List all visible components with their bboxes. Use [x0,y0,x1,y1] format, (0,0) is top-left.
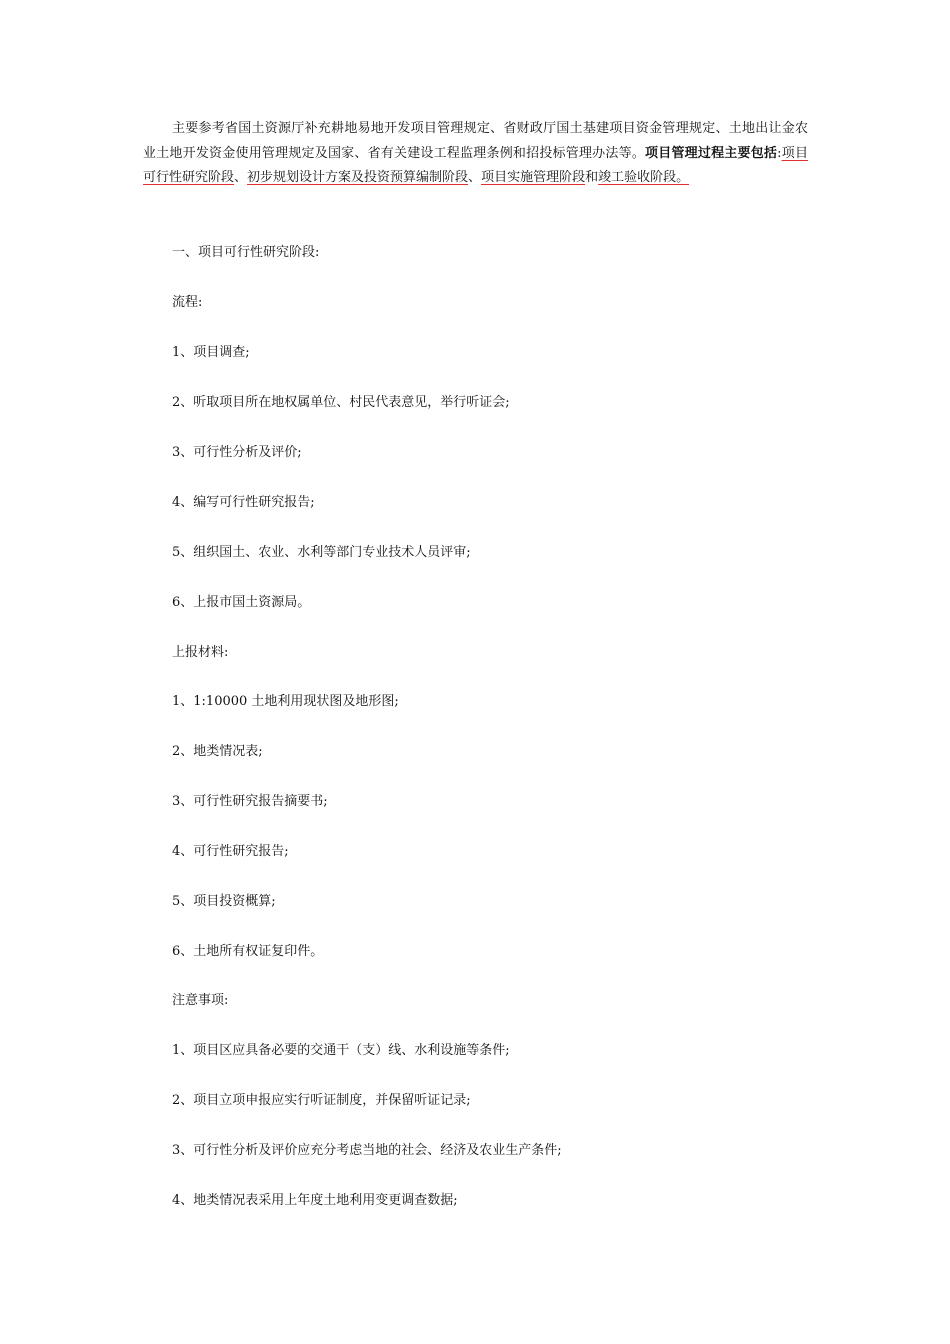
materials-item: 1、1:10000 土地利用现状图及地形图; [172,694,399,709]
materials-item: 6、土地所有权证复印件。 [172,944,324,959]
intro-bold-label: 项目管理过程主要包括 [645,145,778,161]
process-item: 1、项目调查; [172,345,250,360]
materials-item: 4、可行性研究报告; [172,844,289,859]
process-item: 3、可行性分析及评价; [172,445,302,460]
notes-item: 1、项目区应具备必要的交通干（支）线、水利设施等条件; [172,1043,510,1058]
stage-implementation: 项目实施管理阶段 [481,170,586,185]
notes-item: 3、可行性分析及评价应充分考虑当地的社会、经济及农业生产条件; [172,1143,562,1158]
section-heading: 一、项目可行性研究阶段: [172,245,320,260]
intro-lead: 主要参考省国土资源厅补充耕地易地开发项目管理规定、省财政厅国土基建项目资金管理规定、土地出让金农业土地开发资金使用管理规定及国家、省有关建设工程监理条例和招投标管理办法等。 [143,121,808,161]
materials-item: 5、项目投资概算; [172,894,276,909]
intro-conjunction: 和 [585,170,599,185]
notes-label: 注意事项: [172,993,229,1008]
intro-separator: 、 [234,170,248,185]
process-item: 2、听取项目所在地权属单位、村民代表意见，举行听证会; [172,395,510,410]
stage-feasibility: 项目可行性研究阶段 [143,145,808,185]
notes-item: 2、项目立项申报应实行听证制度，并保留听证记录; [172,1093,471,1108]
process-item: 4、编写可行性研究报告; [172,495,315,510]
intro-colon: : [777,145,782,161]
materials-item: 3、可行性研究报告摘要书; [172,794,328,809]
stage-design-budget: 初步规划设计方案及投资预算编制阶段 [247,170,469,185]
process-item: 6、上报市国土资源局。 [172,595,311,610]
intro-separator: 、 [468,170,482,185]
intro-paragraph [143,117,808,191]
materials-label: 上报材料: [172,645,229,660]
process-item: 5、组织国土、农业、水利等部门专业技术人员评审; [172,545,471,560]
stage-acceptance: 竣工验收阶段。 [598,170,690,185]
process-label: 流程: [172,295,203,310]
notes-item: 4、地类情况表采用上年度土地利用变更调查数据; [172,1193,458,1208]
materials-item: 2、地类情况表; [172,744,263,759]
